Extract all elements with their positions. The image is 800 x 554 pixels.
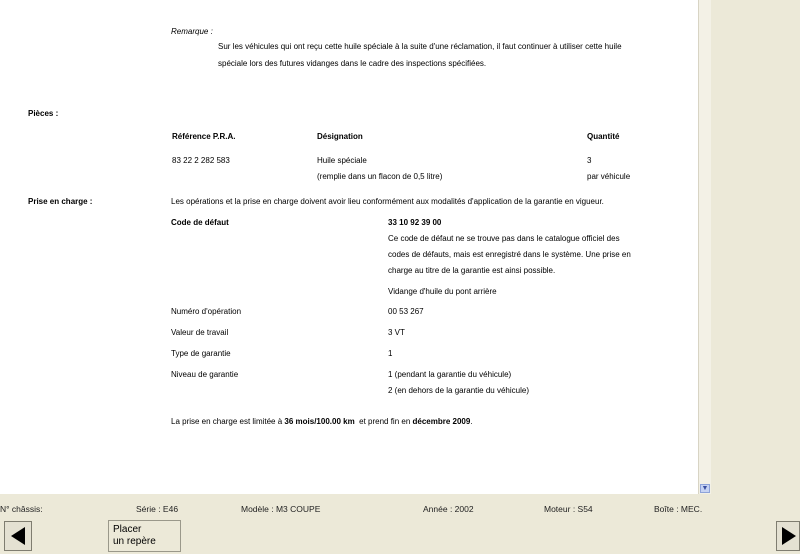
- level-value-2: 2 (en dehors de la garantie du véhicule): [388, 386, 529, 395]
- code-desc-line-3: charge au titre de la garantie est ainsi possible.: [388, 266, 556, 275]
- code-desc-line-1: Ce code de défaut ne se trouve pas dans le catalogue officiel des: [388, 234, 620, 243]
- remark-line-2: spéciale lors des futures vidanges dans le cadre des inspections spécifiées.: [218, 59, 487, 68]
- header-quantity: Quantité: [587, 132, 620, 141]
- work-value: 3 VT: [388, 328, 405, 337]
- remark-line-1: Sur les véhicules qui ont reçu cette huile spéciale à la suite d'une réclamation, il faut continuer à utiliser cette huile: [218, 42, 622, 51]
- back-button[interactable]: [4, 521, 32, 551]
- work-label: Valeur de travail: [171, 328, 229, 337]
- part-designation: Huile spéciale: [317, 156, 367, 165]
- code-value: 33 10 92 39 00: [388, 218, 442, 227]
- right-panel: [711, 0, 800, 494]
- pieces-label: Pièces :: [28, 109, 59, 118]
- part-quantity: 3: [587, 156, 592, 165]
- code-title: Vidange d'huile du pont arrière: [388, 287, 497, 296]
- arrow-left-icon: [8, 525, 28, 547]
- scroll-down-icon[interactable]: ▼: [701, 485, 709, 492]
- status-chassis: N° châssis:: [0, 504, 43, 514]
- status-annee: Année : 2002: [423, 504, 474, 514]
- level-label: Niveau de garantie: [171, 370, 239, 379]
- part-reference: 83 22 2 282 583: [172, 156, 230, 165]
- prise-en-charge-intro: Les opérations et la prise en charge doivent avoir lieu conformément aux modalités d'application de la garantie en vigueur.: [171, 197, 604, 206]
- code-label: Code de défaut: [171, 218, 229, 227]
- place-bookmark-line-1: Placer: [113, 524, 142, 535]
- bottom-toolbar: [0, 517, 800, 554]
- part-quantity-unit: par véhicule: [587, 172, 631, 181]
- type-label: Type de garantie: [171, 349, 231, 358]
- level-value-1: 1 (pendant la garantie du véhicule): [388, 370, 512, 379]
- status-boite: Boîte : MEC.: [654, 504, 703, 514]
- prise-en-charge-label: Prise en charge :: [28, 197, 93, 206]
- status-serie: Série : E46: [136, 504, 179, 514]
- place-bookmark-button[interactable]: [108, 520, 181, 552]
- vehicle-status-bar: [0, 501, 800, 517]
- op-value: 00 53 267: [388, 307, 424, 316]
- remark-label: Remarque :: [171, 27, 213, 36]
- status-moteur: Moteur : S54: [544, 504, 593, 514]
- code-desc-line-2: codes de défauts, mais est enregistré dans le système. Une prise en: [388, 250, 631, 259]
- header-designation: Désignation: [317, 132, 363, 141]
- coverage-limit: La prise en charge est limitée à 36 mois/100.00 km et prend fin en décembre 2009.: [171, 417, 473, 426]
- forward-button[interactable]: [776, 521, 800, 551]
- vertical-scrollbar[interactable]: [698, 0, 711, 494]
- arrow-right-icon: [780, 525, 798, 547]
- op-label: Numéro d'opération: [171, 307, 242, 316]
- part-designation-detail: (remplie dans un flacon de 0,5 litre): [317, 172, 443, 181]
- place-bookmark-line-2: un repère: [113, 536, 156, 547]
- status-modele: Modèle : M3 COUPE: [241, 504, 321, 514]
- type-value: 1: [388, 349, 393, 358]
- header-reference: Référence P.R.A.: [172, 132, 236, 141]
